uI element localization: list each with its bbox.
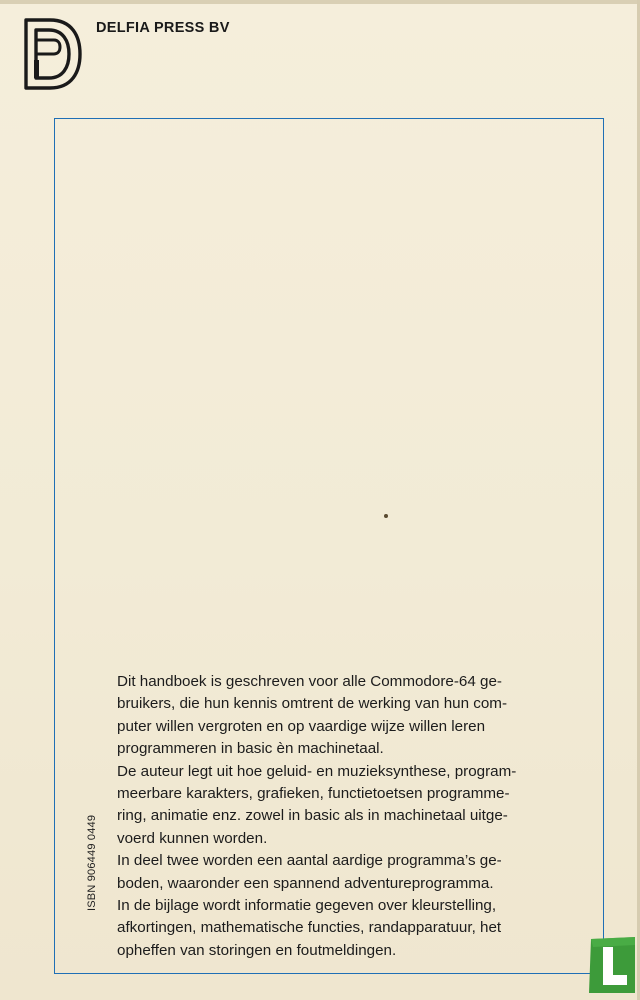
cover-top-edge [0, 0, 640, 4]
blurb-paragraph-3: In deel twee worden een aantal aardige programma’s ge- boden, waaronder een spannend adventureprogramma. [117, 852, 502, 892]
publisher-name: DELFIA PRESS BV [96, 20, 230, 36]
blurb-paragraph-2: De auteur legt uit hoe geluid- en muzieksynthese, program- meerbare karakters, grafieken, functietoetsen programme- ring, animatie enz. zowel in basic als in machinetaal uitge- voerd kunnen worden. [117, 762, 517, 847]
delfia-d-logo-icon [22, 16, 84, 92]
paper-speck [384, 514, 388, 518]
blurb-paragraph-4: In de bijlage wordt informatie gegeven over kleurstelling, afkortingen, mathematische functies, randapparatuur, het opheffen van storingen en foutmeldingen. [117, 897, 502, 959]
green-l-sticker-icon [585, 935, 637, 995]
isbn-number: ISBN 906449 0449 [86, 814, 98, 911]
blurb-paragraph-1: Dit handboek is geschreven voor alle Commodore-64 ge- bruikers, die hun kennis omtrent de werking van hun com- puter willen vergroten en op vaardige wijze willen leren programmeren in basic èn machinetaal. [117, 673, 508, 758]
back-cover-blurb [117, 671, 595, 962]
